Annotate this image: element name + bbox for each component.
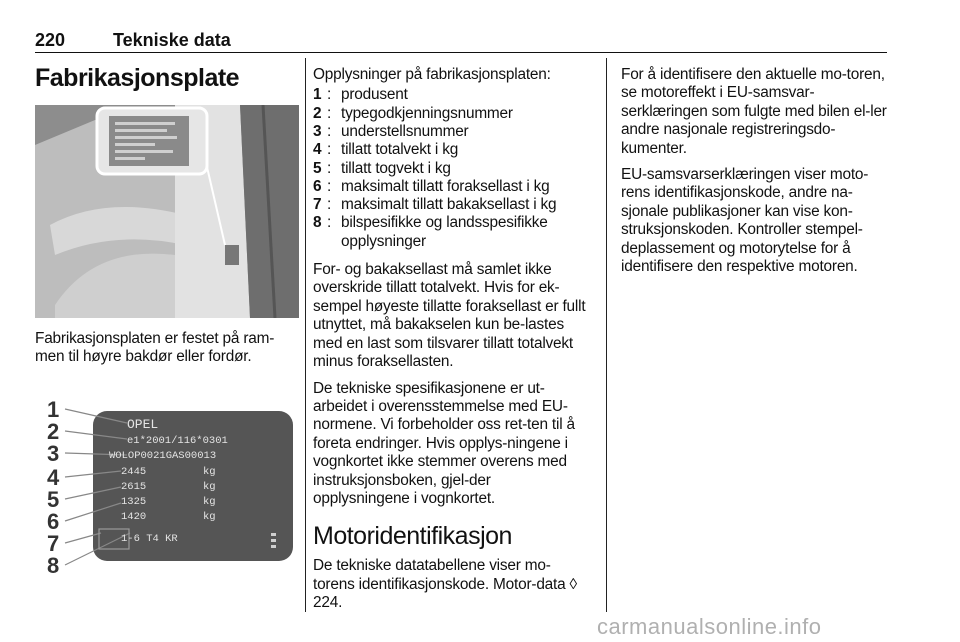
plate-unit-kg: kg	[203, 510, 216, 523]
list-item: 1 : produsent	[313, 86, 590, 104]
list-item: 4 : tillatt totalvekt i kg	[313, 141, 590, 159]
callout-1: 1	[47, 396, 60, 422]
list-item-number: 7	[313, 196, 322, 214]
middle-column	[313, 56, 590, 621]
plate-info-intro: Opplysninger på fabrikasjonsplaten:	[313, 66, 551, 83]
plate-info-list	[313, 86, 590, 251]
list-item-text: tillatt totalvekt i kg	[341, 141, 459, 159]
plate-line-front-axle: 1325	[121, 495, 147, 508]
callout-4: 4	[47, 464, 60, 490]
callout-3: 3	[47, 440, 60, 466]
eu-norms-paragraph: De tekniske spesifikasjonene er ut-arbeidet i overensstemmelse med EU-normene. Vi forbeholder oss ret-ten til å foreta endringer. Hvis opplys-ningene i vognkortet ikke stemmer overens med instruksjonsboken, gjel-der opplysningene i vognkortet.	[313, 379, 575, 507]
column-divider	[606, 58, 607, 612]
list-item-number: 5	[313, 159, 322, 177]
list-item: 2 : typegodkjenningsnummer	[313, 105, 590, 123]
plate-line-vin: WOLOP0021GAS00013	[109, 449, 217, 462]
callout-6: 6	[47, 508, 60, 534]
engine-identify-paragraph: For å identifisere den aktuelle mo-toren, se motoreffekt i EU-samsvar-serklæringen som fulgte med bilen el-ler andre nasjonale registreringsdo-kumenter.	[621, 66, 887, 157]
list-item-text: typegodkjenningsnummer	[341, 104, 513, 122]
list-item: 3 : understellsnummer	[313, 123, 590, 141]
list-item-number: 2	[313, 104, 322, 122]
list-item-text: produsent	[341, 86, 408, 104]
column-divider	[305, 58, 306, 612]
plate-unit-kg: kg	[203, 465, 216, 478]
section-title: Tekniske data	[113, 30, 231, 50]
plate-unit-kg: kg	[203, 480, 216, 493]
plate-line-make: OPEL	[127, 416, 159, 432]
list-item-text: maksimalt tillatt bakaksellast i kg	[341, 196, 557, 214]
caption-plate-location: Fabrikasjonsplaten er festet på ram-men til høyre bakdør eller fordør.	[35, 330, 275, 366]
left-column	[35, 56, 299, 594]
list-item: 7 : maksimalt tillatt bakaksellast i kg	[313, 196, 590, 214]
list-item-text: tillatt togvekt i kg	[341, 159, 451, 177]
plate-diagram-svg	[35, 383, 299, 594]
door-frame-illustration	[35, 105, 299, 318]
list-item: 5 : tillatt togvekt i kg	[313, 160, 590, 178]
list-item: 8 : bilspesifikke og landsspesifikke opplysninger	[313, 214, 590, 251]
list-item-text: bilspesifikke og landsspesifikke opplysninger	[341, 214, 548, 250]
plate-diagram	[35, 383, 299, 594]
list-item-number: 4	[313, 141, 322, 159]
plate-line-train-weight: 2615	[121, 480, 147, 493]
engine-id-paragraph: De tekniske datatabellene viser mo-torens identifikasjonskode. Motor-data ◊ 224.	[313, 557, 577, 612]
right-column	[621, 66, 889, 284]
list-item-number: 8	[313, 214, 322, 232]
list-item: 6 : maksimalt tillatt foraksellast i kg	[313, 178, 590, 196]
list-item-text: maksimalt tillatt foraksellast i kg	[341, 177, 550, 195]
callout-7: 7	[47, 530, 60, 556]
list-item-number: 6	[313, 177, 322, 195]
axle-load-paragraph: For- og bakaksellast må samlet ikke overskride tillatt totalvekt. Hvis for ek-sempel høyeste tillatte foraksellast er fullt utnyttet, må bakakselen kun be-lastes med en last som tilsvarer tillatt totalvekt minus foraksellasten.	[313, 261, 586, 371]
heading-fabrikasjonsplate: Fabrikasjonsplate	[35, 64, 240, 92]
plate-line-specific: 1-6 T4 KR	[121, 532, 178, 545]
callout-5: 5	[47, 486, 60, 512]
list-item-number: 1	[313, 86, 322, 104]
door-frame-photo	[35, 105, 299, 318]
plate-unit-kg: kg	[203, 495, 216, 508]
page-header	[35, 28, 887, 53]
plate-line-approval: e1*2001/116*0301	[127, 434, 228, 447]
list-item-number: 3	[313, 123, 322, 140]
page-number: 220	[35, 30, 66, 50]
callout-2: 2	[47, 418, 60, 444]
list-item-text: understellsnummer	[341, 123, 469, 140]
watermark-logo: carmanualsonline.info	[597, 614, 822, 639]
eu-declaration-paragraph: EU-samsvarserklæringen viser moto-rens identifikasjonskode, andre na-sjonale publikasjoner kan vise kon-struksjonskoden. Kontroller stempel-deplassement og motorytelse for å identifisere den respektive motoren.	[621, 166, 869, 276]
plate-line-gross-weight: 2445	[121, 465, 147, 478]
callout-8: 8	[47, 552, 60, 578]
heading-motoridentifikasjon: Motoridentifikasjon	[313, 522, 512, 551]
plate-line-rear-axle: 1420	[121, 510, 147, 523]
